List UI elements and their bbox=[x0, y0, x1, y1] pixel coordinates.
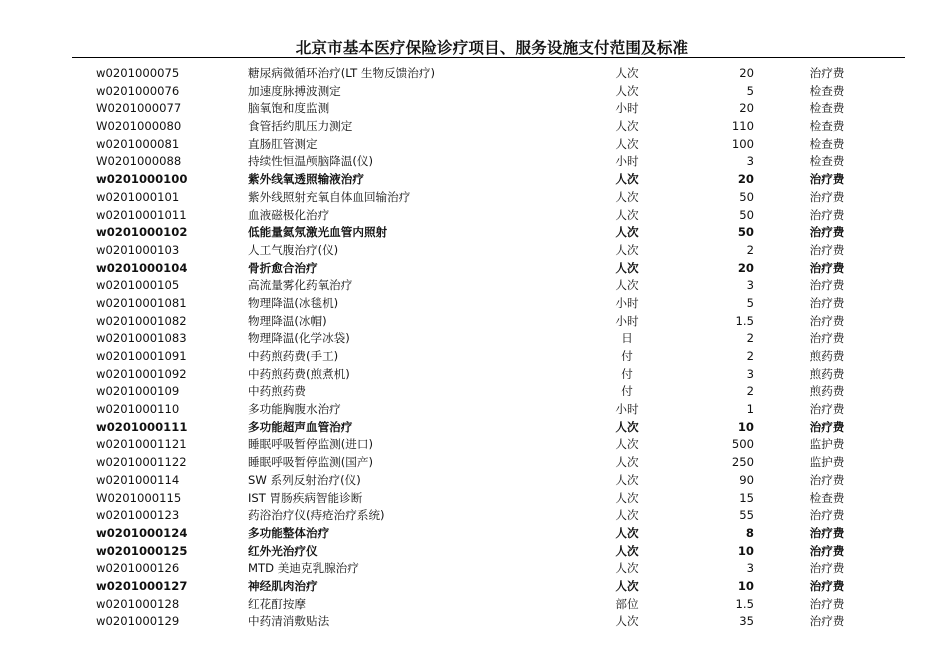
item-name: 多功能超声血管治疗 bbox=[248, 419, 353, 434]
item-name: 脑氧饱和度监测 bbox=[248, 101, 330, 116]
item-unit: 人次 bbox=[615, 207, 639, 222]
item-price: 1 bbox=[746, 402, 754, 417]
item-price: 20 bbox=[737, 260, 754, 275]
item-code: W0201000080 bbox=[96, 119, 182, 134]
item-category: 治疗费 bbox=[809, 543, 845, 558]
item-price: 110 bbox=[731, 119, 754, 134]
item-name: 持续性恒温颅脑降温(仪) bbox=[248, 154, 373, 169]
table-row bbox=[0, 260, 950, 278]
item-category: 监护费 bbox=[809, 455, 845, 470]
item-name: MTD 美迪克乳腺治疗 bbox=[248, 561, 359, 576]
item-category: 煎药费 bbox=[809, 349, 845, 363]
item-category: 治疗费 bbox=[809, 260, 845, 275]
item-unit: 人次 bbox=[615, 614, 639, 629]
item-unit: 人次 bbox=[615, 419, 639, 434]
item-name: 中药清消敷贴法 bbox=[248, 614, 330, 629]
item-unit: 人次 bbox=[615, 278, 639, 293]
item-name: 睡眠呼吸暂停监测(国产) bbox=[248, 455, 373, 470]
item-code: W0201000077 bbox=[96, 101, 182, 116]
item-unit: 人次 bbox=[615, 455, 639, 470]
table-row bbox=[0, 401, 950, 419]
item-price: 50 bbox=[739, 189, 754, 204]
item-code: w0201000129 bbox=[96, 614, 180, 629]
item-price: 10 bbox=[737, 419, 754, 434]
item-name: 直肠肛管测定 bbox=[248, 136, 318, 151]
item-unit: 人次 bbox=[615, 578, 639, 593]
item-category: 治疗费 bbox=[809, 172, 845, 187]
item-code: w0201000125 bbox=[96, 543, 188, 558]
item-category: 检查费 bbox=[809, 101, 845, 116]
table-row bbox=[0, 242, 950, 260]
item-price: 10 bbox=[737, 578, 754, 593]
item-unit: 人次 bbox=[615, 508, 639, 523]
table-row bbox=[0, 560, 950, 578]
table-row bbox=[0, 171, 950, 189]
item-price: 20 bbox=[739, 66, 754, 80]
item-category: 治疗费 bbox=[809, 402, 845, 417]
item-price: 10 bbox=[737, 543, 754, 558]
item-code: w0201000124 bbox=[96, 525, 188, 540]
item-category: 治疗费 bbox=[809, 225, 845, 240]
table-row bbox=[0, 383, 950, 401]
item-code: w02010001092 bbox=[96, 366, 187, 381]
item-price: 2 bbox=[746, 331, 754, 346]
item-category: 煎药费 bbox=[809, 384, 845, 399]
item-name: 睡眠呼吸暂停监测(进口) bbox=[248, 437, 373, 452]
item-code: w0201000114 bbox=[96, 472, 180, 487]
item-code: w0201000128 bbox=[96, 596, 180, 611]
item-code: w0201000100 bbox=[96, 172, 188, 187]
item-code: w0201000075 bbox=[96, 66, 180, 80]
item-price: 55 bbox=[739, 508, 754, 523]
item-code: w02010001122 bbox=[96, 455, 187, 470]
item-name: 糖尿病微循环治疗(LT 生物反馈治疗) bbox=[248, 66, 435, 80]
item-category: 治疗费 bbox=[809, 419, 845, 434]
table-row bbox=[0, 613, 950, 631]
item-price: 2 bbox=[746, 384, 754, 399]
item-code: w02010001091 bbox=[96, 349, 187, 363]
table-row bbox=[0, 295, 950, 313]
item-code: w0201000111 bbox=[96, 419, 188, 434]
item-code: w0201000127 bbox=[96, 578, 188, 593]
table-row bbox=[0, 153, 950, 171]
table-row bbox=[0, 313, 950, 331]
item-unit: 付 bbox=[621, 366, 633, 381]
table-row bbox=[0, 136, 950, 154]
item-unit: 人次 bbox=[615, 561, 639, 576]
table-row bbox=[0, 277, 950, 295]
item-name: 药浴治疗仪(痔疮治疗系统) bbox=[248, 508, 385, 523]
item-category: 治疗费 bbox=[809, 207, 845, 222]
table-row bbox=[0, 100, 950, 118]
item-price: 15 bbox=[739, 490, 754, 505]
item-code: w0201000104 bbox=[96, 260, 188, 275]
item-unit: 人次 bbox=[615, 472, 639, 487]
table-row bbox=[0, 525, 950, 543]
item-unit: 人次 bbox=[615, 242, 639, 257]
item-unit: 小时 bbox=[615, 101, 639, 116]
item-code: w0201000110 bbox=[96, 402, 180, 417]
item-unit: 人次 bbox=[615, 490, 639, 505]
table-row bbox=[0, 490, 950, 508]
item-name: 人工气腹治疗(仪) bbox=[248, 242, 339, 257]
item-name: 加速度脉搏波测定 bbox=[248, 83, 341, 98]
table-row bbox=[0, 543, 950, 561]
item-code: W0201000088 bbox=[96, 154, 182, 169]
page-title: 北京市基本医疗保险诊疗项目、服务设施支付范围及标准 bbox=[295, 39, 689, 57]
table-row bbox=[0, 419, 950, 437]
table-row bbox=[0, 118, 950, 136]
item-price: 250 bbox=[731, 455, 754, 470]
item-category: 治疗费 bbox=[809, 472, 845, 487]
item-code: w0201000103 bbox=[96, 242, 180, 257]
item-name: 红外光治疗仪 bbox=[248, 543, 318, 558]
item-price: 1.5 bbox=[735, 596, 754, 611]
item-name: 中药煎药费(煎煮机) bbox=[248, 366, 350, 381]
item-code: w0201000126 bbox=[96, 561, 180, 576]
item-unit: 人次 bbox=[615, 543, 639, 558]
table-row bbox=[0, 189, 950, 207]
item-code: w02010001121 bbox=[96, 437, 187, 452]
item-unit: 人次 bbox=[615, 136, 639, 151]
item-name: 物理降温(冰毯机) bbox=[248, 295, 339, 310]
table-row bbox=[0, 224, 950, 242]
item-code: w0201000123 bbox=[96, 508, 180, 523]
item-name: 紫外线氧透照输液治疗 bbox=[248, 172, 364, 187]
item-price: 5 bbox=[746, 83, 754, 98]
item-name: 多功能胸腹水治疗 bbox=[248, 402, 341, 417]
item-category: 治疗费 bbox=[809, 278, 845, 293]
item-name: SW 系列反射治疗(仪) bbox=[248, 472, 361, 487]
table-row bbox=[0, 83, 950, 101]
table-row bbox=[0, 330, 950, 348]
item-price: 8 bbox=[745, 525, 754, 540]
item-code: w0201000101 bbox=[96, 189, 180, 204]
item-name: 物理降温(化学冰袋) bbox=[248, 331, 350, 346]
item-name: 红花酊按摩 bbox=[248, 596, 306, 611]
item-price: 50 bbox=[737, 225, 754, 240]
item-unit: 人次 bbox=[615, 119, 639, 134]
item-price: 20 bbox=[739, 101, 754, 116]
item-category: 治疗费 bbox=[809, 596, 845, 611]
item-unit: 付 bbox=[621, 384, 633, 399]
item-price: 35 bbox=[739, 614, 754, 629]
item-code: w02010001082 bbox=[96, 313, 187, 328]
item-unit: 人次 bbox=[615, 83, 639, 98]
item-unit: 人次 bbox=[615, 225, 639, 240]
item-category: 煎药费 bbox=[809, 366, 845, 381]
table-row bbox=[0, 366, 950, 384]
item-name: 高流量雾化药氧治疗 bbox=[248, 278, 353, 293]
item-category: 检查费 bbox=[809, 83, 845, 98]
item-unit: 小时 bbox=[615, 154, 639, 169]
item-price: 1.5 bbox=[735, 313, 754, 328]
item-price: 3 bbox=[746, 561, 754, 576]
fee-table bbox=[0, 65, 950, 631]
item-unit: 人次 bbox=[615, 66, 639, 80]
table-row bbox=[0, 436, 950, 454]
item-price: 3 bbox=[746, 278, 754, 293]
item-category: 检查费 bbox=[809, 119, 845, 134]
item-unit: 小时 bbox=[615, 295, 639, 310]
table-row bbox=[0, 65, 950, 83]
item-name: 物理降温(冰帽) bbox=[248, 313, 327, 328]
table-row bbox=[0, 472, 950, 490]
item-code: w02010001083 bbox=[96, 331, 187, 346]
item-unit: 部位 bbox=[615, 596, 639, 611]
item-category: 治疗费 bbox=[809, 242, 845, 257]
item-code: w0201000081 bbox=[96, 136, 180, 151]
item-code: W0201000115 bbox=[96, 490, 182, 505]
item-price: 2 bbox=[746, 349, 754, 363]
item-unit: 人次 bbox=[615, 189, 639, 204]
item-category: 检查费 bbox=[809, 136, 845, 151]
item-price: 3 bbox=[746, 154, 754, 169]
item-name: 中药煎药费 bbox=[248, 384, 306, 399]
table-row bbox=[0, 348, 950, 366]
item-name: 骨折愈合治疗 bbox=[248, 260, 318, 275]
item-code: w02010001081 bbox=[96, 295, 187, 310]
item-category: 治疗费 bbox=[809, 66, 845, 80]
item-code: w02010001011 bbox=[96, 207, 187, 222]
item-code: w0201000105 bbox=[96, 278, 180, 293]
item-category: 治疗费 bbox=[809, 578, 845, 593]
item-name: 食管括约肌压力测定 bbox=[248, 119, 353, 134]
item-unit: 人次 bbox=[615, 525, 639, 540]
item-name: 紫外线照射充氧自体血回输治疗 bbox=[248, 189, 411, 204]
item-category: 治疗费 bbox=[809, 614, 845, 629]
table-row bbox=[0, 207, 950, 225]
item-price: 2 bbox=[746, 242, 754, 257]
item-unit: 付 bbox=[621, 349, 633, 363]
item-category: 治疗费 bbox=[809, 295, 845, 310]
item-name: IST 胃肠疾病智能诊断 bbox=[248, 490, 363, 505]
item-unit: 人次 bbox=[615, 260, 639, 275]
item-name: 低能量氦氖激光血管内照射 bbox=[248, 225, 388, 240]
item-price: 50 bbox=[739, 207, 754, 222]
item-unit: 小时 bbox=[615, 313, 639, 328]
item-name: 神经肌肉治疗 bbox=[248, 578, 318, 593]
item-category: 治疗费 bbox=[809, 508, 845, 523]
table-row bbox=[0, 507, 950, 525]
table-row bbox=[0, 578, 950, 596]
item-price: 90 bbox=[739, 472, 754, 487]
title-divider bbox=[72, 57, 905, 58]
item-category: 治疗费 bbox=[809, 525, 845, 540]
item-unit: 小时 bbox=[615, 402, 639, 417]
item-category: 监护费 bbox=[809, 437, 845, 452]
item-category: 治疗费 bbox=[809, 189, 845, 204]
item-category: 治疗费 bbox=[809, 331, 845, 346]
item-unit: 人次 bbox=[615, 437, 639, 452]
item-price: 100 bbox=[731, 136, 754, 151]
item-category: 检查费 bbox=[809, 154, 845, 169]
item-price: 5 bbox=[746, 295, 754, 310]
item-name: 血液磁极化治疗 bbox=[248, 207, 330, 222]
item-code: w0201000109 bbox=[96, 384, 180, 399]
item-unit: 人次 bbox=[615, 172, 639, 187]
item-category: 治疗费 bbox=[809, 313, 845, 328]
item-name: 多功能整体治疗 bbox=[248, 525, 330, 540]
table-row bbox=[0, 596, 950, 614]
item-price: 20 bbox=[737, 172, 754, 187]
item-unit: 日 bbox=[621, 331, 633, 346]
item-category: 检查费 bbox=[809, 490, 845, 505]
item-name: 中药煎药费(手工) bbox=[248, 349, 339, 363]
item-price: 500 bbox=[731, 437, 754, 452]
table-row bbox=[0, 454, 950, 472]
item-code: w0201000076 bbox=[96, 83, 180, 98]
item-category: 治疗费 bbox=[809, 561, 845, 576]
item-code: w0201000102 bbox=[96, 225, 188, 240]
item-price: 3 bbox=[746, 366, 754, 381]
